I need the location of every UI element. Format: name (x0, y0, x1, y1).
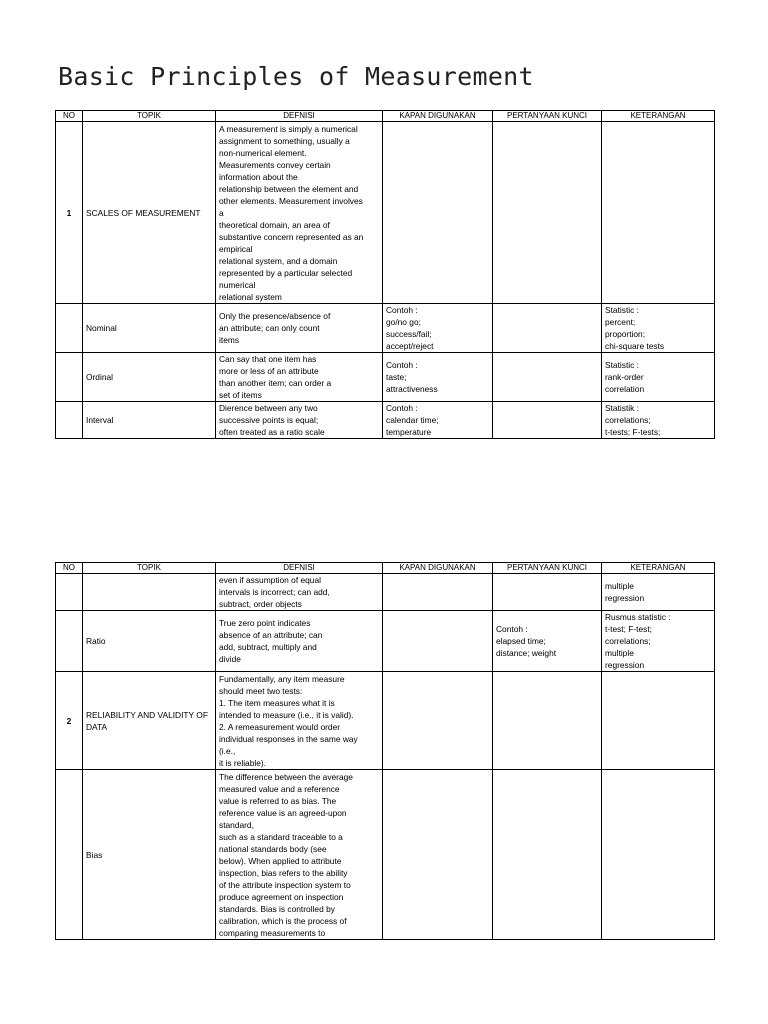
cell-pertanyaan (493, 353, 602, 402)
cell-kapan (383, 770, 493, 940)
cell-pertanyaan (493, 122, 602, 304)
header-pertanyaan: PERTANYAAN KUNCI (493, 111, 602, 122)
cell-definisi: Can say that one item has more or less of an attribute than another item; can order a set of items (216, 353, 383, 402)
cell-definisi: A measurement is simply a numerical assignment to something, usually a non-numerical element. Measurements convey certain information about the relationship between the element and other elements. Measurement involves a theoretical domain, an area of substantive concern represented as an empirical relational system, and a domain represented by a particular selected numerical relational system (216, 122, 383, 304)
measurement-table-2 (55, 562, 715, 940)
cell-definisi: Only the presence/absence of an attribute; can only count items (216, 304, 383, 353)
cell-no (56, 353, 83, 402)
cell-keterangan (602, 672, 715, 770)
cell-kapan: Contoh : go/no go; success/fail; accept/reject (383, 304, 493, 353)
header-definisi: DEFNISI (216, 111, 383, 122)
cell-topik: Ratio (83, 611, 216, 672)
cell-pertanyaan (493, 770, 602, 940)
header-row (56, 563, 715, 574)
cell-no (56, 770, 83, 940)
table-row (56, 402, 715, 439)
header-kapan: KAPAN DIGUNAKAN (383, 111, 493, 122)
table-row (56, 122, 715, 304)
page-title: Basic Principles of Measurement (58, 62, 534, 91)
table-row (56, 672, 715, 770)
cell-kapan (383, 611, 493, 672)
cell-no (56, 611, 83, 672)
cell-kapan (383, 574, 493, 611)
cell-kapan: Contoh : taste; attractiveness (383, 353, 493, 402)
cell-pertanyaan: Contoh : elapsed time; distance; weight (493, 611, 602, 672)
cell-definisi: Dierence between any two successive points is equal; often treated as a ratio scale (216, 402, 383, 439)
cell-keterangan: Rusmus statistic : t-test; F-test; correlations; multiple regression (602, 611, 715, 672)
header-keterangan: KETERANGAN (602, 111, 715, 122)
cell-keterangan: Statistic : rank-order correlation (602, 353, 715, 402)
cell-keterangan: Statistik : correlations; t-tests; F-tests; (602, 402, 715, 439)
cell-definisi: even if assumption of equal intervals is incorrect; can add, subtract, order objects (216, 574, 383, 611)
header-kapan: KAPAN DIGUNAKAN (383, 563, 493, 574)
cell-pertanyaan (493, 672, 602, 770)
table-row (56, 574, 715, 611)
cell-no (56, 402, 83, 439)
header-keterangan: KETERANGAN (602, 563, 715, 574)
header-no: NO (56, 563, 83, 574)
header-topik: TOPIK (83, 563, 216, 574)
header-row (56, 111, 715, 122)
cell-keterangan: multiple regression (602, 574, 715, 611)
cell-topik: Ordinal (83, 353, 216, 402)
cell-keterangan (602, 122, 715, 304)
cell-no (56, 304, 83, 353)
cell-pertanyaan (493, 304, 602, 353)
cell-no: 1 (56, 122, 83, 304)
header-topik: TOPIK (83, 111, 216, 122)
cell-definisi: True zero point indicates absence of an attribute; can add, subtract, multiply and divide (216, 611, 383, 672)
cell-topik: Interval (83, 402, 216, 439)
cell-keterangan: Statistic : percent; proportion; chi-square tests (602, 304, 715, 353)
cell-definisi: Fundamentally, any item measure should meet two tests: 1. The item measures what it is intended to measure (i.e., it is valid). 2. A remeasurement would order individual responses in the same way (i.e., it is reliable). (216, 672, 383, 770)
table-row (56, 770, 715, 940)
cell-kapan (383, 672, 493, 770)
cell-kapan (383, 122, 493, 304)
measurement-table-1 (55, 110, 715, 439)
cell-topik: RELIABILITY AND VALIDITY OF DATA (83, 672, 216, 770)
cell-pertanyaan (493, 402, 602, 439)
cell-no: 2 (56, 672, 83, 770)
header-pertanyaan: PERTANYAAN KUNCI (493, 563, 602, 574)
cell-pertanyaan (493, 574, 602, 611)
header-definisi: DEFNISI (216, 563, 383, 574)
table-row (56, 611, 715, 672)
cell-no (56, 574, 83, 611)
cell-topik (83, 574, 216, 611)
header-no: NO (56, 111, 83, 122)
table-row (56, 304, 715, 353)
cell-keterangan (602, 770, 715, 940)
cell-kapan: Contoh : calendar time; temperature (383, 402, 493, 439)
cell-definisi: The difference between the average measured value and a reference value is referred to as bias. The reference value is an agreed-upon standard, such as a standard traceable to a national standards body (see below). When applied to attribute inspection, bias refers to the ability of the attribute inspection system to produce agreement on inspection standards. Bias is controlled by calibration, which is the process of comparing measurements to (216, 770, 383, 940)
cell-topik: Nominal (83, 304, 216, 353)
table-row (56, 353, 715, 402)
cell-topik: SCALES OF MEASUREMENT (83, 122, 216, 304)
cell-topik: Bias (83, 770, 216, 940)
